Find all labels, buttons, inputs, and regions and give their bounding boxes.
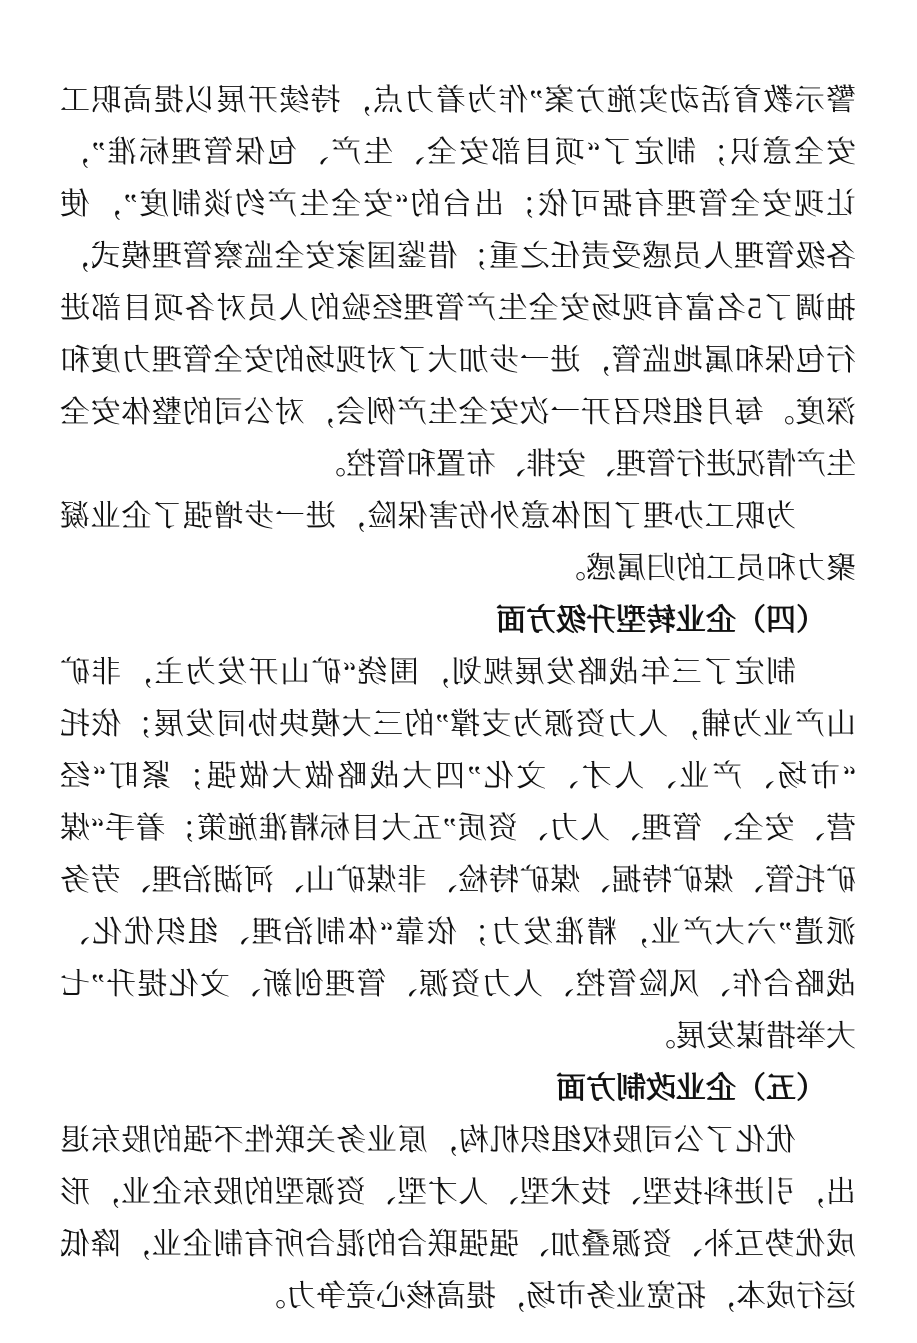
text-line: “市场、产业、人才、文化”四大战略做大做强；紧盯“经 — [60, 760, 856, 793]
text-line: 各级管理人员感受责任之重；借鉴国家安全监察管理模式， — [60, 240, 856, 273]
text-line: 深度。每月组织召开一次安全生产例会，对公司的整体安全 — [60, 396, 856, 429]
text-line: 优化了公司股权组织机构，原业务关联性不强的股东退 — [60, 1124, 796, 1157]
text-line: 矿托管、煤矿特掘、煤矿特检、非煤矿山、河湖治理、劳务 — [60, 864, 856, 897]
text-line: 生产情况进行管理、安排、布置和管控。 — [316, 448, 856, 481]
section-heading: （四）企业转型升级方面 — [496, 604, 826, 637]
text-line: 行包保和属地监管，进一步加大了对现场的安全管理力度和 — [60, 344, 856, 377]
text-line: 成优势互补、资源叠加、强强联合的混合所有制企业，降低 — [60, 1228, 856, 1261]
text-line: 制定了三年战略发展规划，围绕“矿山开发为主，非矿 — [60, 656, 796, 689]
text-line: 安全意识；制定了“项目部安全、生产、包保管理标准”， — [60, 136, 856, 169]
section-heading: （五）企业改制方面 — [556, 1072, 826, 1105]
text-line: 出，引进科技型、技术型、人才型、资源型的股东企业，形 — [60, 1176, 856, 1209]
text-line: 警示教育活动实施方案”作为着力点，持续开展以提高职工 — [60, 84, 856, 117]
text-line: 大举措谋发展。 — [646, 1020, 856, 1053]
text-line: 派遣”六大产业，精准发力；依靠“体制治理、组织优化、 — [60, 916, 856, 949]
document-content — [60, 75, 856, 1323]
text-line: 营、安全、管理、人力、资质”五大目标精准施策；着手“煤 — [60, 812, 856, 845]
text-line: 聚力和员工的归属感。 — [556, 552, 856, 585]
text-line: 让现安全管理有据可依；出台的“安全生产约谈制度”，使 — [60, 188, 856, 221]
text-line: 山产业为辅，人力资源为支撑”的三大模块协同发展；依托 — [60, 708, 856, 741]
text-line: 抽调了5名富有现场安全生产管理经验的人员对各项目部进 — [60, 292, 856, 325]
text-line: 运行成本，拓宽业务市场，提高核心竞争力。 — [256, 1280, 856, 1313]
text-line: 战略合作、风险管控、人力资源、管理创新、文化提升”七 — [60, 968, 856, 1001]
text-line: 为职工办理了团体意外伤害保险，进一步增强了企业凝 — [60, 500, 796, 533]
